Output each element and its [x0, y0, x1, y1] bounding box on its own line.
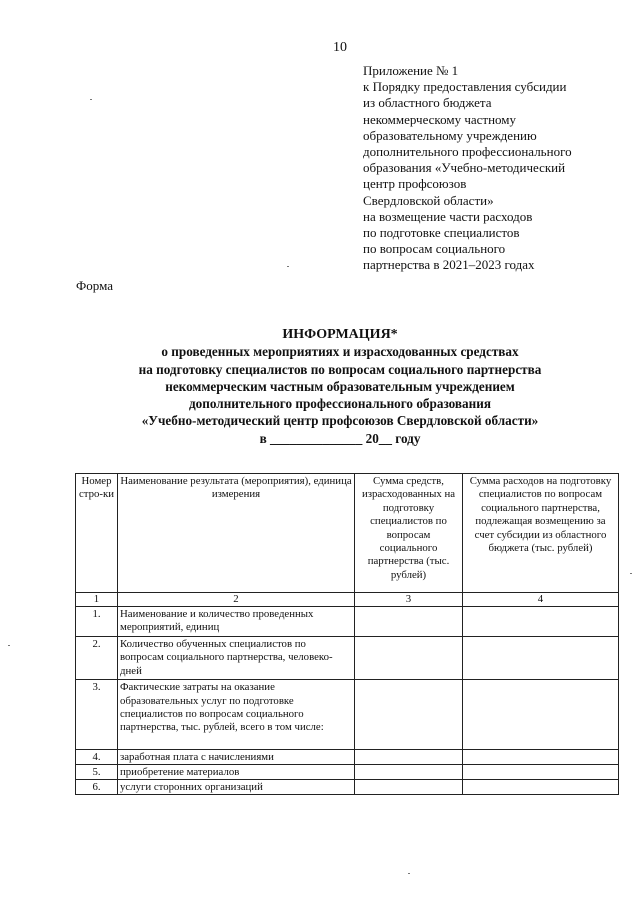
cell-amount-reimbursed[interactable]	[463, 680, 619, 750]
column-number-row	[76, 593, 619, 607]
row-name: услуги сторонних организаций	[118, 780, 355, 795]
appendix-line: по вопросам социального	[363, 241, 506, 257]
title-line: некоммерческим частным образовательным учреждением	[165, 378, 515, 394]
row-name: Фактические затраты на оказание образовательных услуг по подготовке специалистов по вопросам социального партнерства, тыс. рублей, всего в том числе:	[118, 680, 355, 750]
appendix-line: Приложение № 1	[363, 63, 459, 78]
appendix-line: образовательному учреждению	[363, 127, 537, 143]
appendix-line: на возмещение части расходов	[363, 208, 533, 224]
table-row	[76, 680, 619, 750]
header-row-number: Номер стро-ки	[76, 474, 118, 593]
title-line: «Учебно-методический центр профсоюзов Свердловской области»	[141, 413, 539, 429]
title-main: ИНФОРМАЦИЯ*	[282, 327, 398, 342]
appendix-line: некоммерческому частному	[363, 111, 517, 127]
table-row	[76, 607, 619, 637]
appendix-block	[363, 63, 572, 274]
column-number: 4	[463, 593, 619, 607]
header-amount-reimbursed: Сумма расходов на подготовку специалистов по вопросам социального партнерства, подлежащая возмещению за счет субсидии из областного бюджета (тыс. рублей)	[463, 474, 619, 593]
cell-amount-spent[interactable]	[355, 680, 463, 750]
cell-amount-spent[interactable]	[355, 637, 463, 680]
appendix-line: центр профсоюзов	[363, 176, 467, 192]
appendix-line: Свердловской области»	[363, 192, 494, 208]
header-amount-spent: Сумма средств, израсходованных на подготовку специалистов по вопросам социального партнерства (тыс. рублей)	[355, 474, 463, 593]
row-number: 6.	[76, 780, 118, 795]
row-number: 5.	[76, 765, 118, 780]
report-table	[75, 473, 619, 795]
scan-speck	[408, 873, 410, 874]
appendix-line: образования «Учебно-методический	[363, 160, 566, 176]
header-result-name: Наименование результата (мероприятия), единица измерения	[118, 474, 355, 593]
column-number: 1	[76, 593, 118, 607]
title-period-line: в ______________ 20__ году	[259, 430, 421, 446]
row-number: 2.	[76, 637, 118, 680]
form-label: Форма	[76, 278, 113, 293]
cell-amount-reimbursed[interactable]	[463, 750, 619, 765]
appendix-line: партнерства в 2021–2023 годах	[363, 257, 535, 273]
table-header-row	[76, 474, 619, 593]
scan-speck	[287, 266, 289, 267]
scan-speck	[90, 99, 92, 100]
page-number: 10	[333, 40, 347, 55]
scan-speck	[630, 573, 632, 574]
row-name: Количество обученных специалистов по вопросам социального партнерства, человеко-дней	[118, 637, 355, 680]
column-number: 2	[118, 593, 355, 607]
table-row	[76, 750, 619, 765]
table-row	[76, 765, 619, 780]
appendix-line: по подготовке специалистов	[363, 225, 520, 241]
title-line: дополнительного профессионального образования	[189, 396, 491, 412]
cell-amount-spent[interactable]	[355, 780, 463, 795]
cell-amount-spent[interactable]	[355, 765, 463, 780]
appendix-line: из областного бюджета	[363, 95, 492, 111]
row-name: приобретение материалов	[118, 765, 355, 780]
appendix-line: дополнительного профессионального	[363, 144, 572, 160]
title-line: на подготовку специалистов по вопросам социального партнерства	[138, 361, 542, 377]
row-number: 3.	[76, 680, 118, 750]
table-row	[76, 780, 619, 795]
row-number: 4.	[76, 750, 118, 765]
cell-amount-reimbursed[interactable]	[463, 765, 619, 780]
row-name: заработная плата с начислениями	[118, 750, 355, 765]
cell-amount-reimbursed[interactable]	[463, 607, 619, 637]
appendix-line: к Порядку предоставления субсидии	[363, 79, 567, 95]
cell-amount-reimbursed[interactable]	[463, 780, 619, 795]
row-name: Наименование и количество проведенных мероприятий, единиц	[118, 607, 355, 637]
cell-amount-spent[interactable]	[355, 750, 463, 765]
table-row	[76, 637, 619, 680]
cell-amount-reimbursed[interactable]	[463, 637, 619, 680]
column-number: 3	[355, 593, 463, 607]
cell-amount-spent[interactable]	[355, 607, 463, 637]
document-title	[60, 326, 620, 447]
row-number: 1.	[76, 607, 118, 637]
scan-speck	[8, 645, 10, 646]
title-line: о проведенных мероприятиях и израсходованных средствах	[161, 344, 519, 360]
